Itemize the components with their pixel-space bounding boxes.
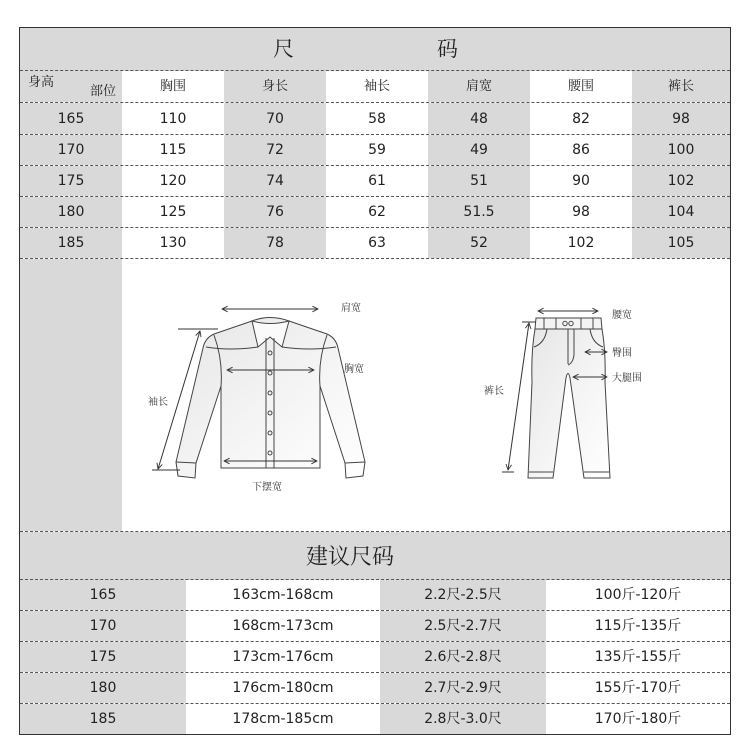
pants-length-cell: 98 — [632, 103, 730, 134]
waist-cell: 90 — [572, 173, 590, 189]
pants-diagram — [528, 318, 610, 478]
column-header-waist: 腰围 — [567, 79, 594, 94]
body-length-cell: 72 — [224, 135, 326, 165]
recommend-waist-cell: 2.8尺-3.0尺 — [380, 704, 546, 734]
recommend-waist-cell: 2.7尺-2.9尺 — [380, 673, 546, 703]
size-chart-title-row — [20, 28, 730, 71]
pants-length-label: 裤长 — [484, 386, 504, 397]
height-cell: 180 — [20, 197, 122, 227]
body-length-cell: 70 — [224, 103, 326, 134]
chest-cell: 120 — [159, 173, 187, 189]
recommend-title: 建议尺码 — [305, 545, 394, 570]
table-row — [20, 611, 730, 642]
hem-width-label: 下摆宽 — [252, 482, 282, 493]
recommend-waist-cell: 2.6尺-2.8尺 — [380, 642, 546, 672]
chest-width-label: 胸宽 — [344, 364, 364, 375]
column-header-chest: 胸围 — [159, 79, 186, 94]
chest-cell: 110 — [159, 110, 187, 127]
recommend-size-cell: 180 — [20, 673, 186, 703]
sleeve-length-cell: 59 — [368, 142, 386, 158]
sleeve-length-cell: 61 — [368, 173, 386, 189]
shoulder-width-label: 肩宽 — [341, 303, 361, 314]
measurement-diagram — [122, 259, 730, 531]
recommend-size-cell: 175 — [20, 642, 186, 672]
table-row — [20, 642, 730, 673]
hip-label: 臀围 — [612, 348, 632, 359]
waist-width-label: 腰宽 — [612, 310, 632, 321]
corner-label-part: 部位 — [89, 84, 116, 99]
recommend-weight-cell: 135斤-155斤 — [594, 649, 682, 665]
body-length-cell: 78 — [224, 228, 326, 258]
recommend-height-cell: 163cm-168cm — [232, 587, 334, 603]
recommend-height-cell: 176cm-180cm — [232, 680, 334, 696]
table-row — [20, 135, 730, 166]
sleeve-length-label: 袖长 — [148, 397, 168, 408]
waist-cell: 102 — [567, 235, 595, 251]
recommend-title-row — [20, 532, 730, 580]
pants-length-arrow — [508, 323, 529, 470]
column-header-shoulder-width: 肩宽 — [428, 71, 530, 102]
recommend-size-cell: 170 — [20, 611, 186, 641]
chest-cell: 130 — [159, 235, 187, 251]
chest-cell: 115 — [159, 142, 187, 158]
size-chart — [19, 27, 731, 735]
table-row — [20, 197, 730, 228]
title-char-1: 尺 — [273, 37, 294, 61]
body-length-cell: 76 — [224, 197, 326, 227]
column-header-body-length: 身长 — [224, 71, 326, 102]
recommend-weight-cell: 170斤-180斤 — [594, 711, 682, 727]
thigh-label: 大腿围 — [612, 373, 642, 384]
height-cell: 185 — [20, 228, 122, 258]
sleeve-length-cell: 63 — [368, 235, 386, 251]
height-cell: 170 — [20, 135, 122, 165]
table-row — [20, 166, 730, 197]
sleeve-length-cell: 62 — [368, 204, 386, 220]
recommend-size-cell: 185 — [20, 704, 186, 734]
title-char-2: 码 — [437, 37, 458, 61]
shoulder-width-cell: 51 — [428, 166, 530, 196]
pants-length-cell: 104 — [632, 197, 730, 227]
height-cell: 175 — [20, 166, 122, 196]
body-length-cell: 74 — [224, 166, 326, 196]
waist-cell: 98 — [572, 204, 590, 220]
table-row — [20, 704, 730, 734]
pants-length-cell: 102 — [632, 166, 730, 196]
column-header-pants-length: 裤长 — [632, 71, 730, 102]
recommend-height-cell: 168cm-173cm — [232, 618, 334, 634]
table-row — [20, 103, 730, 135]
shoulder-width-cell: 51.5 — [428, 197, 530, 227]
shoulder-width-cell: 48 — [428, 103, 530, 134]
shoulder-width-cell: 49 — [428, 135, 530, 165]
recommend-weight-cell: 115斤-135斤 — [594, 618, 682, 634]
sleeve-length-cell: 58 — [368, 110, 386, 127]
size-table-header — [20, 71, 730, 103]
shoulder-width-cell: 52 — [428, 228, 530, 258]
measurement-diagram-row — [20, 259, 730, 532]
diagram-side-panel — [20, 259, 122, 531]
column-header-sleeve-length: 袖长 — [363, 79, 390, 94]
waist-cell: 86 — [572, 142, 590, 158]
recommend-waist-cell: 2.2尺-2.5尺 — [380, 580, 546, 610]
recommend-waist-cell: 2.5尺-2.7尺 — [380, 611, 546, 641]
table-row — [20, 228, 730, 259]
shirt-diagram — [176, 318, 365, 479]
shirt-outline — [176, 318, 365, 479]
recommend-size-cell: 165 — [20, 580, 186, 610]
chest-cell: 125 — [159, 204, 187, 220]
recommend-weight-cell: 100斤-120斤 — [594, 587, 682, 603]
pants-length-cell: 100 — [632, 135, 730, 165]
table-row — [20, 673, 730, 704]
pants-length-cell: 105 — [632, 228, 730, 258]
header-corner — [20, 71, 122, 102]
waist-cell: 82 — [572, 110, 590, 127]
height-cell: 165 — [20, 103, 122, 134]
corner-label-height: 身高 — [28, 75, 55, 90]
pants-legs — [528, 329, 610, 478]
table-row — [20, 580, 730, 611]
recommend-height-cell: 178cm-185cm — [232, 711, 334, 727]
recommend-height-cell: 173cm-176cm — [232, 649, 334, 665]
recommend-weight-cell: 155斤-170斤 — [594, 680, 682, 696]
